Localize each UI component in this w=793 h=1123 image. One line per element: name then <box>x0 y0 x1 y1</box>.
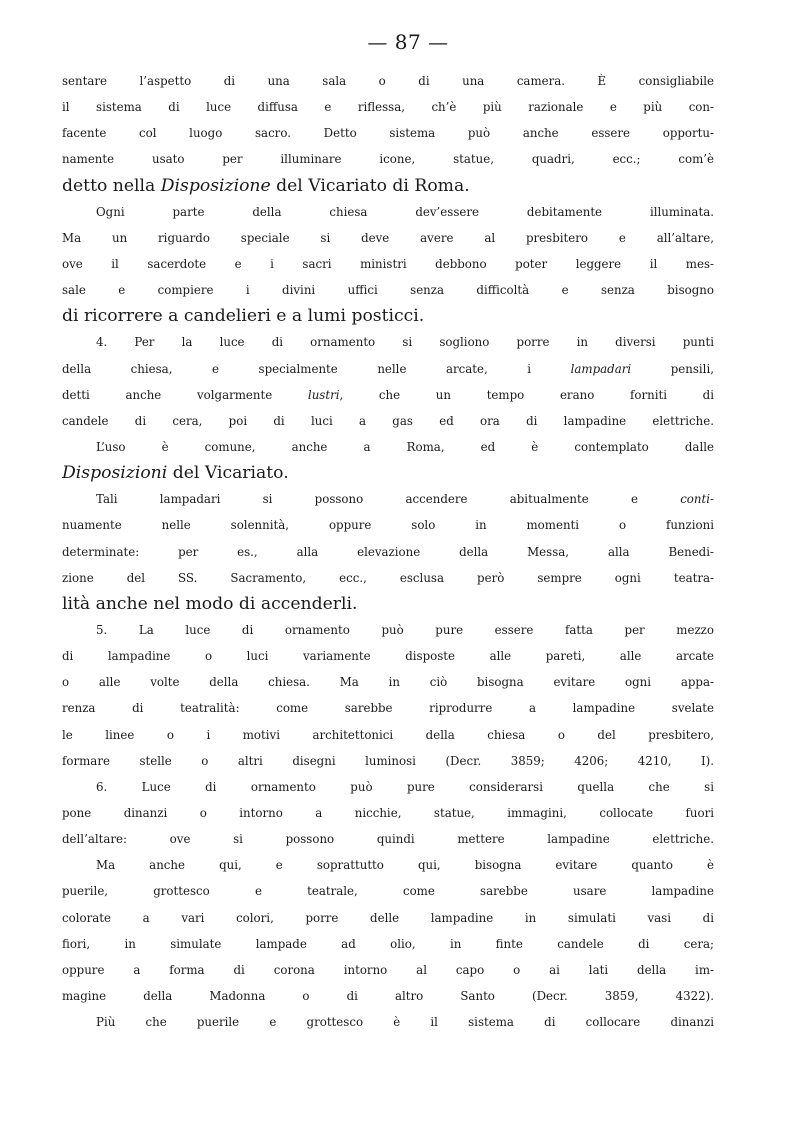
text-segment: renza di teatralità: come sarebbe riprodurre a lampadine svelate <box>62 701 714 716</box>
text-segment: zione del SS. Sacramento, ecc., esclusa però sempre ogni teatra- <box>62 570 714 585</box>
text-segment: nuamente nelle solennità, oppure solo in momenti o funzioni <box>62 518 714 533</box>
text-line <box>62 565 714 591</box>
text-line <box>62 591 714 617</box>
text-line <box>62 94 714 120</box>
text-line <box>62 539 714 565</box>
text-line <box>62 905 714 931</box>
text-line <box>62 225 714 251</box>
text-segment: della chiesa, e specialmente nelle arcate, i <box>62 361 571 376</box>
text-line <box>62 382 714 408</box>
text-segment: pone dinanzi o intorno a nicchie, statue, immagini, collocate fuori <box>62 805 714 820</box>
text-line <box>62 800 714 826</box>
text-segment: Ma anche qui, e soprattutto qui, bisogna evitare quanto è <box>96 858 714 873</box>
text-line <box>62 774 714 800</box>
text-line <box>62 68 714 94</box>
text-segment: le linee o i motivi architettonici della chiesa o del presbitero, <box>62 727 714 742</box>
text-segment: del Vicariato di Roma. <box>270 175 470 196</box>
text-segment: namente usato per illuminare icone, statue, quadri, ecc.; com’è <box>62 152 714 167</box>
text-line <box>62 983 714 1009</box>
text-line <box>62 408 714 434</box>
text-segment: di lampadine o luci variamente disposte alle pareti, alle arcate <box>62 649 714 664</box>
text-line <box>62 826 714 852</box>
text-line <box>62 957 714 983</box>
italic-text: lampadari <box>570 361 632 376</box>
text-line <box>62 303 714 329</box>
text-segment: Più che puerile e grottesco è il sistema di collocare dinanzi <box>96 1015 714 1030</box>
text-segment: oppure a forma di corona intorno al capo o ai lati della im- <box>62 962 714 977</box>
text-line <box>62 434 714 460</box>
text-line <box>62 356 714 382</box>
text-segment: 5. La luce di ornamento può pure essere fatta per mezzo <box>96 622 714 637</box>
text-segment: detti anche volgarmente <box>62 387 308 402</box>
text-line <box>62 643 714 669</box>
text-segment: Tali lampadari si possono accendere abitualmente e <box>96 492 681 507</box>
text-line <box>62 878 714 904</box>
text-line <box>62 695 714 721</box>
text-line <box>62 173 714 199</box>
text-line <box>62 460 714 486</box>
text-segment: Ogni parte della chiesa dev’essere debitamente illuminata. <box>96 204 714 219</box>
text-segment: L’uso è comune, anche a Roma, ed è contemplato dalle <box>96 439 714 454</box>
text-segment: sentare l’aspetto di una sala o di una camera. È consigliabile <box>62 74 714 88</box>
text-line <box>62 669 714 695</box>
text-segment: facente col luogo sacro. Detto sistema può anche essere opportu- <box>62 126 714 141</box>
text-line <box>62 199 714 225</box>
page-number: — 87 — <box>367 30 449 54</box>
text-line <box>62 146 714 172</box>
text-line <box>62 486 714 512</box>
italic-text: conti- <box>680 492 714 507</box>
text-line <box>62 512 714 538</box>
text-segment: determinate: per es., alla elevazione della Messa, alla Benedi- <box>62 544 714 559</box>
text-line <box>62 120 714 146</box>
text-segment: fiori, in simulate lampade ad olio, in finte candele di cera; <box>62 936 714 951</box>
text-line <box>62 722 714 748</box>
text-segment: dell’altare: ove si possono quindi mettere lampadine elettriche. <box>62 832 714 847</box>
body-text <box>62 68 714 1035</box>
text-segment: magine della Madonna o di altro Santo (Decr. 3859, 4322). <box>62 988 714 1003</box>
text-line <box>62 748 714 774</box>
italic-text: Disposizione <box>160 175 271 196</box>
italic-text: lustri <box>307 387 340 402</box>
text-line <box>62 329 714 355</box>
text-segment: di ricorrere a candelieri e a lumi posticci. <box>62 306 425 327</box>
text-segment: pensili, <box>631 361 714 376</box>
text-segment: sale e compiere i divini uffici senza difficoltà e senza bisogno <box>62 283 714 298</box>
text-segment: 4. Per la luce di ornamento si sogliono porre in diversi punti <box>96 335 714 350</box>
text-segment: , che un tempo erano forniti di <box>339 387 714 402</box>
text-segment: candele di cera, poi di luci a gas ed ora di lampadine elettriche. <box>62 413 714 428</box>
text-line <box>62 251 714 277</box>
book-page <box>62 30 714 1035</box>
text-line <box>62 852 714 878</box>
text-segment: del Vicariato. <box>167 463 289 484</box>
text-segment: ove il sacerdote e i sacri ministri debbono poter leggere il mes- <box>62 256 714 271</box>
text-segment: colorate a vari colori, porre delle lampadine in simulati vasi di <box>62 910 714 925</box>
text-segment: 6. Luce di ornamento può pure considerarsi quella che si <box>96 779 714 794</box>
text-segment: formare stelle o altri disegni luminosi (Decr. 3859; 4206; 4210, I). <box>62 753 714 768</box>
text-line <box>62 617 714 643</box>
text-segment: Ma un riguardo speciale si deve avere al presbitero e all’altare, <box>62 230 714 245</box>
text-segment: puerile, grottesco e teatrale, come sarebbe usare lampadine <box>62 884 714 899</box>
text-segment: o alle volte della chiesa. Ma in ciò bisogna evitare ogni appa- <box>62 675 714 690</box>
text-line <box>62 277 714 303</box>
italic-text: Disposizioni <box>62 463 168 484</box>
text-segment: detto nella <box>62 175 161 196</box>
text-segment: il sistema di luce diffusa e riflessa, ch’è più razionale e più con- <box>62 100 714 115</box>
text-segment: lità anche nel modo di accenderli. <box>62 593 358 614</box>
text-line <box>62 1009 714 1035</box>
text-line <box>62 931 714 957</box>
